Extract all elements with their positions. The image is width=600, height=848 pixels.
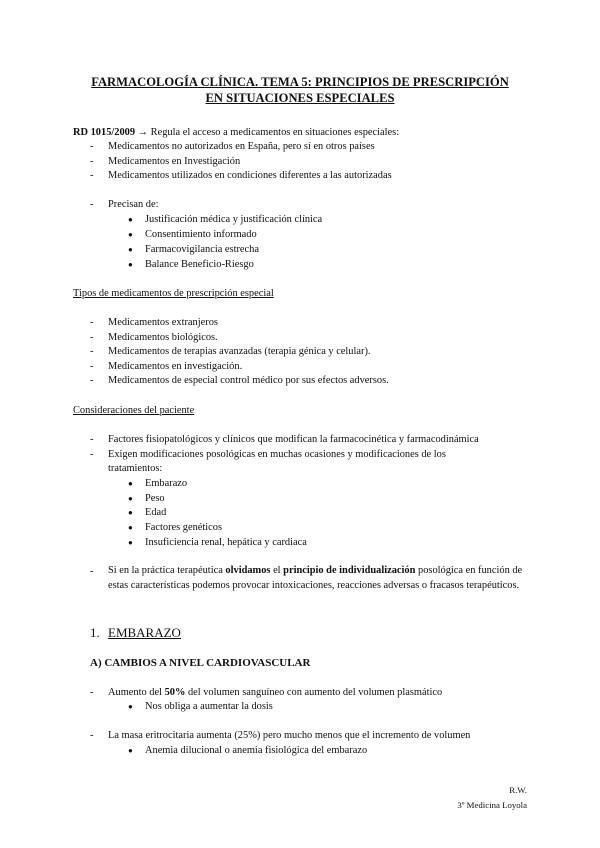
list-item: Consentimiento informado xyxy=(145,229,257,240)
factor-item: Insuficiencia renal, hepática y cardiaca xyxy=(145,537,307,548)
individualizacion-paragraph: Si en la práctica terapéutica olvidamos el principio de individualización posológica en función de estas características podemos provocar intoxicaciones, reacciones adversas o fracasos terapéuticos. xyxy=(108,565,523,591)
list-item: Medicamentos extranjeros xyxy=(108,317,218,328)
list-item: Medicamentos no autorizados en España, pero sí en otros países xyxy=(108,141,375,152)
dash-marker: - xyxy=(90,346,94,357)
list-item: Aumento del 50% del volumen sanguíneo con aumento del volumen plasmático xyxy=(108,687,443,698)
bullet-icon: ● xyxy=(128,260,133,269)
section-heading-consideraciones: Consideraciones del paciente xyxy=(73,405,195,416)
footer-course: 3º Medicina Loyola xyxy=(457,800,527,810)
bullet-icon: ● xyxy=(128,538,133,547)
list-item: Exigen modificaciones posológicas en muchas ocasiones y modificaciones de los xyxy=(108,449,446,460)
bullet-icon: ● xyxy=(128,508,133,517)
bullet-icon: ● xyxy=(128,494,133,503)
factor-item: Peso xyxy=(145,493,165,504)
page-title-line2: EN SITUACIONES ESPECIALES xyxy=(205,91,395,105)
rd-code: RD 1015/2009 xyxy=(73,127,136,138)
rd-line xyxy=(73,126,399,139)
dash-marker: - xyxy=(90,361,94,372)
arrow-icon: → xyxy=(137,127,149,138)
list-item: Medicamentos biológicos. xyxy=(108,332,218,343)
dash-marker: - xyxy=(90,566,94,577)
list-item: Factores fisiopatológicos y clínicos que modifican la farmacocinética y farmacodinámica xyxy=(108,434,479,445)
bullet-icon: ● xyxy=(128,215,133,224)
section-heading-tipos: Tipos de medicamentos de prescripción especial xyxy=(73,288,274,299)
bullet-icon: ● xyxy=(128,479,133,488)
factor-item: Factores genéticos xyxy=(145,522,223,533)
list-item: Medicamentos utilizados en condiciones diferentes a las autorizadas xyxy=(108,170,392,181)
list-item: Justificación médica y justificación clínica xyxy=(145,214,323,225)
bullet-icon: ● xyxy=(128,702,133,711)
dash-marker: - xyxy=(90,375,94,386)
section-heading-embarazo: EMBARAZO xyxy=(108,625,181,640)
dash-marker: - xyxy=(90,317,94,328)
list-item: Medicamentos de especial control médico por sus efectos adversos. xyxy=(108,375,389,386)
list-item: Farmacovigilancia estrecha xyxy=(145,244,259,255)
bullet-icon: ● xyxy=(128,746,133,755)
list-subitem: Nos obliga a aumentar la dosis xyxy=(145,701,273,712)
dash-marker: - xyxy=(90,170,94,181)
list-item: La masa eritrocitaria aumenta (25%) pero mucho menos que el incremento de volumen xyxy=(108,730,471,741)
dash-marker: - xyxy=(90,449,94,460)
bullet-icon: ● xyxy=(128,230,133,239)
section-number: 1. xyxy=(90,625,100,640)
dash-marker: - xyxy=(90,199,94,210)
list-item: Medicamentos de terapias avanzadas (terapia génica y celular). xyxy=(108,346,371,357)
dash-marker: - xyxy=(90,156,94,167)
precisan-label: Precisan de: xyxy=(108,199,159,210)
dash-marker: - xyxy=(90,332,94,343)
factor-item: Edad xyxy=(145,507,167,518)
list-item: Balance Beneficio-Riesgo xyxy=(145,259,254,270)
rd-text: Regula el acceso a medicamentos en situaciones especiales: xyxy=(150,127,400,138)
dash-marker: - xyxy=(90,141,94,152)
list-item-continuation: tratamientos: xyxy=(108,463,163,474)
list-item: Medicamentos en investigación. xyxy=(108,361,243,372)
list-item: Medicamentos en Investigación xyxy=(108,156,241,167)
dash-marker: - xyxy=(90,730,94,741)
list-subitem: Anemia dilucional o anemia fisiológica del embarazo xyxy=(145,745,368,756)
factor-item: Embarazo xyxy=(145,478,188,489)
dash-marker: - xyxy=(90,687,94,698)
bullet-icon: ● xyxy=(128,523,133,532)
page-title-line1: FARMACOLOGÍA CLÍNICA. TEMA 5: PRINCIPIOS DE PRESCRIPCIÓN xyxy=(91,75,509,89)
footer-initials: R.W. xyxy=(509,785,527,795)
subsection-heading-cardiovascular: A) CAMBIOS A NIVEL CARDIOVASCULAR xyxy=(90,657,311,669)
dash-marker: - xyxy=(90,434,94,445)
bullet-icon: ● xyxy=(128,245,133,254)
